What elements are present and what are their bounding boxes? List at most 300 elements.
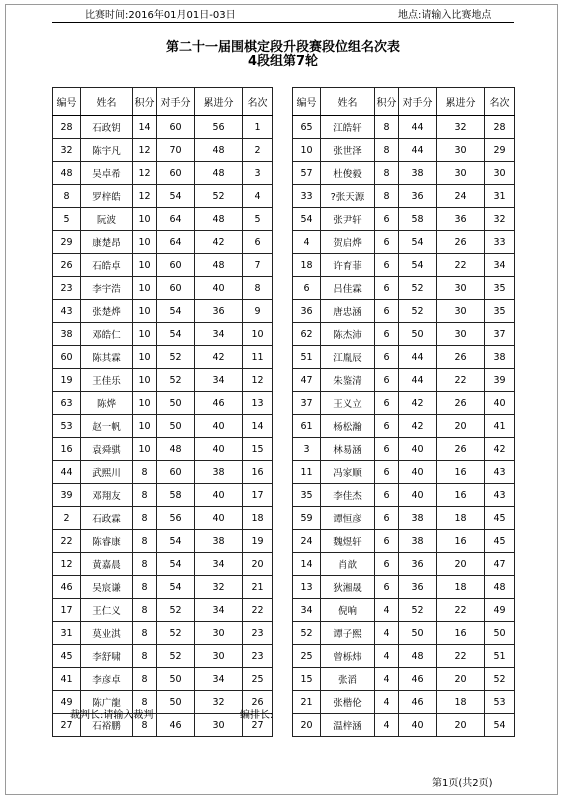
cell-cumulative: 34: [195, 369, 243, 392]
cell-name: 李彦卓: [81, 668, 133, 691]
cell-cumulative: 40: [195, 507, 243, 530]
cell-opponent-score: 48: [399, 645, 437, 668]
table-row: [293, 185, 515, 208]
cell-opponent-score: 50: [399, 622, 437, 645]
cell-points: 8: [133, 599, 157, 622]
cell-id: 35: [293, 484, 321, 507]
cell-id: 62: [293, 323, 321, 346]
cell-cumulative: 20: [437, 553, 485, 576]
recorder-label: 编排长:: [240, 710, 274, 721]
cell-cumulative: 42: [195, 346, 243, 369]
cell-id: 14: [293, 553, 321, 576]
cell-points: 10: [133, 415, 157, 438]
cell-opponent-score: 60: [157, 116, 195, 139]
cell-points: 10: [133, 346, 157, 369]
cell-opponent-score: 64: [157, 208, 195, 231]
cell-name: 狄湘晟: [321, 576, 375, 599]
cell-id: 28: [53, 116, 81, 139]
cell-name: 吕佳霖: [321, 277, 375, 300]
table-row: [53, 323, 273, 346]
cell-id: 44: [53, 461, 81, 484]
cell-name: 江胤辰: [321, 346, 375, 369]
cell-name: 康楚昂: [81, 231, 133, 254]
table-row: [53, 599, 273, 622]
cell-name: 谭恒彦: [321, 507, 375, 530]
header-rule: [52, 22, 514, 23]
cell-points: 6: [375, 438, 399, 461]
cell-opponent-score: 50: [157, 691, 195, 714]
table-row: [53, 530, 273, 553]
cell-points: 12: [133, 185, 157, 208]
cell-opponent-score: 48: [157, 438, 195, 461]
cell-id: 19: [53, 369, 81, 392]
cell-rank: 28: [485, 116, 515, 139]
cell-rank: 42: [485, 438, 515, 461]
cell-cumulative: 18: [437, 507, 485, 530]
cell-rank: 12: [243, 369, 273, 392]
cell-points: 6: [375, 392, 399, 415]
cell-opponent-score: 38: [399, 507, 437, 530]
table-row: [293, 323, 515, 346]
cell-points: 8: [375, 185, 399, 208]
cell-name: 陈烨: [81, 392, 133, 415]
cell-cumulative: 20: [437, 415, 485, 438]
cell-cumulative: 34: [195, 599, 243, 622]
cell-rank: 31: [485, 185, 515, 208]
cell-points: 10: [133, 208, 157, 231]
cell-rank: 30: [485, 162, 515, 185]
cell-opponent-score: 52: [157, 622, 195, 645]
cell-rank: 29: [485, 139, 515, 162]
cell-opponent-score: 54: [399, 231, 437, 254]
table-row: [293, 254, 515, 277]
cell-name: 赵一帆: [81, 415, 133, 438]
cell-rank: 21: [243, 576, 273, 599]
cell-rank: 50: [485, 622, 515, 645]
cell-name: 陈睿康: [81, 530, 133, 553]
cell-cumulative: 30: [437, 139, 485, 162]
table-header-row: [53, 88, 273, 116]
table-row: [293, 208, 515, 231]
cell-id: 13: [293, 576, 321, 599]
ranking-table-right: [292, 87, 515, 737]
table-row: [53, 254, 273, 277]
cell-rank: 14: [243, 415, 273, 438]
cell-name: 林易涵: [321, 438, 375, 461]
cell-rank: 9: [243, 300, 273, 323]
cell-cumulative: 18: [437, 576, 485, 599]
cell-name: 吴宸谦: [81, 576, 133, 599]
col-header-rank: 名次: [243, 88, 273, 116]
cell-cumulative: 26: [437, 346, 485, 369]
cell-name: 石政霖: [81, 507, 133, 530]
cell-cumulative: 16: [437, 461, 485, 484]
cell-points: 8: [133, 530, 157, 553]
cell-opponent-score: 40: [399, 438, 437, 461]
round-subtitle: 4段组第7轮: [247, 54, 319, 69]
cell-opponent-score: 58: [157, 484, 195, 507]
cell-id: 57: [293, 162, 321, 185]
cell-id: 18: [293, 254, 321, 277]
cell-name: 张楷伦: [321, 691, 375, 714]
cell-id: 29: [53, 231, 81, 254]
cell-id: 31: [53, 622, 81, 645]
cell-opponent-score: 54: [157, 530, 195, 553]
cell-opponent-score: 52: [157, 346, 195, 369]
cell-name: 张楚烨: [81, 300, 133, 323]
cell-opponent-score: 52: [157, 369, 195, 392]
cell-cumulative: 22: [437, 369, 485, 392]
cell-id: 59: [293, 507, 321, 530]
cell-id: 8: [53, 185, 81, 208]
cell-cumulative: 30: [437, 162, 485, 185]
cell-rank: 34: [485, 254, 515, 277]
cell-id: 4: [293, 231, 321, 254]
table-row: [293, 530, 515, 553]
cell-rank: 2: [243, 139, 273, 162]
cell-rank: 7: [243, 254, 273, 277]
table-row: [293, 645, 515, 668]
cell-rank: 51: [485, 645, 515, 668]
table-row: [293, 461, 515, 484]
cell-name: 曾栎炜: [321, 645, 375, 668]
match-date: 比赛时间:2016年01月01日-03日: [85, 10, 236, 21]
table-row: [293, 162, 515, 185]
cell-points: 6: [375, 369, 399, 392]
cell-id: 22: [53, 530, 81, 553]
cell-opponent-score: 52: [399, 277, 437, 300]
cell-id: 23: [53, 277, 81, 300]
cell-name: 王佳乐: [81, 369, 133, 392]
cell-cumulative: 34: [195, 553, 243, 576]
cell-rank: 27: [243, 714, 273, 737]
cell-points: 10: [133, 392, 157, 415]
cell-cumulative: 16: [437, 530, 485, 553]
cell-opponent-score: 54: [157, 553, 195, 576]
cell-cumulative: 22: [437, 254, 485, 277]
cell-name: 王义立: [321, 392, 375, 415]
table-row: [293, 714, 515, 737]
cell-cumulative: 30: [195, 645, 243, 668]
cell-name: 倪响: [321, 599, 375, 622]
cell-id: 10: [293, 139, 321, 162]
table-row: [293, 576, 515, 599]
cell-points: 8: [133, 461, 157, 484]
cell-cumulative: 36: [437, 208, 485, 231]
page-number: 第1页(共2页): [432, 778, 493, 789]
cell-cumulative: 48: [195, 139, 243, 162]
cell-points: 10: [133, 300, 157, 323]
cell-points: 10: [133, 231, 157, 254]
col-header-cumulative: 累进分: [195, 88, 243, 116]
table-row: [293, 622, 515, 645]
cell-opponent-score: 40: [399, 714, 437, 737]
table-row: [53, 116, 273, 139]
cell-id: 24: [293, 530, 321, 553]
cell-cumulative: 52: [195, 185, 243, 208]
cell-rank: 3: [243, 162, 273, 185]
cell-cumulative: 20: [437, 668, 485, 691]
cell-name: 武熙川: [81, 461, 133, 484]
cell-rank: 1: [243, 116, 273, 139]
cell-points: 4: [375, 622, 399, 645]
table-row: [53, 162, 273, 185]
cell-id: 63: [53, 392, 81, 415]
cell-rank: 53: [485, 691, 515, 714]
cell-cumulative: 32: [437, 116, 485, 139]
cell-opponent-score: 42: [399, 415, 437, 438]
table-row: [53, 668, 273, 691]
col-header-id: 编号: [53, 88, 81, 116]
cell-name: 杜俊毅: [321, 162, 375, 185]
cell-id: 53: [53, 415, 81, 438]
cell-rank: 54: [485, 714, 515, 737]
cell-rank: 32: [485, 208, 515, 231]
col-header-name: 姓名: [321, 88, 375, 116]
cell-rank: 37: [485, 323, 515, 346]
cell-rank: 16: [243, 461, 273, 484]
cell-name: 袁舜骐: [81, 438, 133, 461]
table-row: [293, 231, 515, 254]
cell-name: 李舒啸: [81, 645, 133, 668]
cell-id: 60: [53, 346, 81, 369]
cell-points: 6: [375, 300, 399, 323]
cell-id: 38: [53, 323, 81, 346]
cell-points: 6: [375, 553, 399, 576]
table-row: [53, 277, 273, 300]
cell-cumulative: 40: [195, 438, 243, 461]
cell-points: 6: [375, 231, 399, 254]
cell-id: 54: [293, 208, 321, 231]
table-row: [293, 369, 515, 392]
cell-opponent-score: 46: [157, 714, 195, 737]
cell-opponent-score: 36: [399, 185, 437, 208]
table-row: [293, 668, 515, 691]
cell-cumulative: 34: [195, 668, 243, 691]
cell-cumulative: 40: [195, 277, 243, 300]
ranking-table-left: [52, 87, 273, 737]
cell-name: 陈其霖: [81, 346, 133, 369]
cell-rank: 41: [485, 415, 515, 438]
cell-rank: 17: [243, 484, 273, 507]
cell-points: 10: [133, 254, 157, 277]
table-row: [53, 392, 273, 415]
cell-opponent-score: 46: [399, 668, 437, 691]
cell-name: 邓翔友: [81, 484, 133, 507]
page-title: 第二十一届围棋定段升段赛段位组名次表: [165, 40, 400, 55]
cell-name: 陈杰沛: [321, 323, 375, 346]
table-row: [293, 415, 515, 438]
cell-cumulative: 38: [195, 530, 243, 553]
cell-id: 21: [293, 691, 321, 714]
cell-id: 17: [53, 599, 81, 622]
cell-points: 10: [133, 277, 157, 300]
cell-cumulative: 40: [195, 484, 243, 507]
match-location: 地点:请输入比赛地点: [398, 10, 492, 21]
table-row: [293, 507, 515, 530]
cell-points: 8: [133, 553, 157, 576]
cell-name: 石裕鹏: [81, 714, 133, 737]
cell-opponent-score: 44: [399, 369, 437, 392]
cell-opponent-score: 56: [157, 507, 195, 530]
cell-points: 6: [375, 254, 399, 277]
cell-rank: 11: [243, 346, 273, 369]
cell-opponent-score: 52: [399, 599, 437, 622]
cell-id: 65: [293, 116, 321, 139]
cell-points: 8: [133, 645, 157, 668]
cell-rank: 23: [243, 645, 273, 668]
cell-opponent-score: 50: [157, 415, 195, 438]
cell-cumulative: 38: [195, 461, 243, 484]
cell-id: 15: [293, 668, 321, 691]
cell-id: 43: [53, 300, 81, 323]
cell-id: 36: [293, 300, 321, 323]
cell-points: 8: [133, 507, 157, 530]
cell-points: 6: [375, 530, 399, 553]
cell-id: 47: [293, 369, 321, 392]
cell-name: 魏煜轩: [321, 530, 375, 553]
cell-points: 6: [375, 208, 399, 231]
table-row: [53, 346, 273, 369]
cell-id: 20: [293, 714, 321, 737]
cell-points: 12: [133, 162, 157, 185]
cell-rank: 35: [485, 277, 515, 300]
cell-opponent-score: 40: [399, 461, 437, 484]
cell-points: 10: [133, 323, 157, 346]
cell-points: 4: [375, 691, 399, 714]
cell-cumulative: 16: [437, 484, 485, 507]
cell-rank: 20: [243, 553, 273, 576]
table-row: [53, 484, 273, 507]
table-row: [293, 346, 515, 369]
cell-id: 39: [53, 484, 81, 507]
cell-rank: 40: [485, 392, 515, 415]
cell-opponent-score: 42: [399, 392, 437, 415]
cell-rank: 43: [485, 461, 515, 484]
cell-opponent-score: 50: [157, 392, 195, 415]
cell-rank: 33: [485, 231, 515, 254]
cell-name: 张滔: [321, 668, 375, 691]
cell-points: 8: [375, 116, 399, 139]
cell-id: 6: [293, 277, 321, 300]
cell-name: 黄嘉晨: [81, 553, 133, 576]
cell-opponent-score: 50: [399, 323, 437, 346]
cell-name: 石政钥: [81, 116, 133, 139]
cell-points: 6: [375, 346, 399, 369]
cell-points: 8: [133, 714, 157, 737]
cell-name: 石皓卓: [81, 254, 133, 277]
cell-cumulative: 22: [437, 599, 485, 622]
cell-cumulative: 42: [195, 231, 243, 254]
cell-rank: 26: [243, 691, 273, 714]
cell-opponent-score: 54: [157, 300, 195, 323]
table-row: [293, 599, 515, 622]
cell-rank: 39: [485, 369, 515, 392]
cell-opponent-score: 60: [157, 254, 195, 277]
table-row: [53, 645, 273, 668]
cell-opponent-score: 52: [157, 645, 195, 668]
table-row: [293, 300, 515, 323]
cell-points: 8: [133, 576, 157, 599]
col-header-opponent-score: 对手分: [157, 88, 195, 116]
cell-name: 肖歆: [321, 553, 375, 576]
cell-rank: 13: [243, 392, 273, 415]
cell-id: 46: [53, 576, 81, 599]
cell-cumulative: 32: [195, 691, 243, 714]
cell-id: 37: [293, 392, 321, 415]
cell-id: 61: [293, 415, 321, 438]
cell-id: 27: [53, 714, 81, 737]
cell-rank: 48: [485, 576, 515, 599]
cell-rank: 18: [243, 507, 273, 530]
cell-cumulative: 26: [437, 438, 485, 461]
cell-id: 51: [293, 346, 321, 369]
cell-cumulative: 20: [437, 714, 485, 737]
cell-opponent-score: 50: [157, 668, 195, 691]
table-row: [293, 553, 515, 576]
cell-name: 张尹轩: [321, 208, 375, 231]
table-header-row: [293, 88, 515, 116]
table-row: [293, 691, 515, 714]
cell-rank: 4: [243, 185, 273, 208]
cell-opponent-score: 44: [399, 116, 437, 139]
cell-cumulative: 48: [195, 162, 243, 185]
cell-opponent-score: 54: [399, 254, 437, 277]
cell-cumulative: 30: [195, 622, 243, 645]
cell-points: 6: [375, 461, 399, 484]
cell-points: 8: [133, 668, 157, 691]
cell-name: 张世泽: [321, 139, 375, 162]
cell-id: 49: [53, 691, 81, 714]
table-row: [53, 231, 273, 254]
cell-opponent-score: 46: [399, 691, 437, 714]
cell-rank: 47: [485, 553, 515, 576]
col-header-name: 姓名: [81, 88, 133, 116]
cell-cumulative: 16: [437, 622, 485, 645]
cell-points: 6: [375, 415, 399, 438]
cell-name: 冯家顺: [321, 461, 375, 484]
cell-opponent-score: 38: [399, 162, 437, 185]
cell-opponent-score: 60: [157, 461, 195, 484]
cell-rank: 5: [243, 208, 273, 231]
cell-id: 2: [53, 507, 81, 530]
cell-id: 45: [53, 645, 81, 668]
cell-rank: 8: [243, 277, 273, 300]
cell-opponent-score: 54: [157, 576, 195, 599]
table-row: [53, 415, 273, 438]
cell-points: 8: [375, 162, 399, 185]
cell-name: 陈广龍: [81, 691, 133, 714]
table-row: [293, 116, 515, 139]
table-row: [53, 576, 273, 599]
cell-rank: 25: [243, 668, 273, 691]
cell-rank: 45: [485, 530, 515, 553]
cell-cumulative: 32: [195, 576, 243, 599]
cell-points: 10: [133, 369, 157, 392]
cell-opponent-score: 44: [399, 139, 437, 162]
cell-rank: 23: [243, 622, 273, 645]
cell-cumulative: 48: [195, 254, 243, 277]
cell-id: 34: [293, 599, 321, 622]
cell-name: 谭子熙: [321, 622, 375, 645]
table-row: [53, 300, 273, 323]
col-header-cumulative: 累进分: [437, 88, 485, 116]
cell-name: 唐忠涵: [321, 300, 375, 323]
cell-cumulative: 26: [437, 392, 485, 415]
cell-opponent-score: 60: [157, 277, 195, 300]
cell-name: 邓皓仁: [81, 323, 133, 346]
cell-opponent-score: 54: [157, 185, 195, 208]
